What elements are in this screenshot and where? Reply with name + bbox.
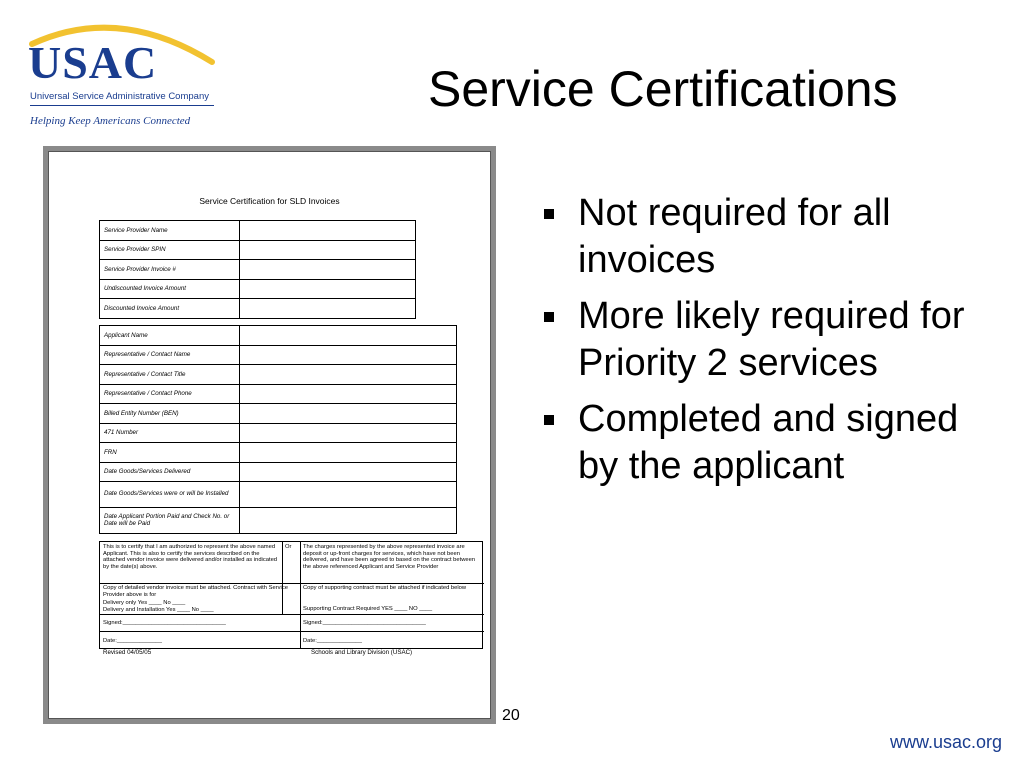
bullet-item xyxy=(540,396,1000,490)
copy-invoice-text: Copy of detailed vendor invoice must be attached. Contract with Service Provider above is for xyxy=(103,585,288,598)
cert-divider xyxy=(300,542,301,649)
form-row-value xyxy=(240,462,457,482)
form-page xyxy=(48,151,491,719)
signed-left-line: Signed:________________________________ xyxy=(103,620,226,626)
cert-divider xyxy=(100,583,484,584)
form-row-label: Date Applicant Portion Paid and Check No. or Date will be Paid xyxy=(100,508,240,534)
form-row-label: Discounted Invoice Amount xyxy=(100,299,240,319)
form-row xyxy=(100,299,416,319)
form-row xyxy=(100,423,457,443)
form-row-label: Service Provider Name xyxy=(100,221,240,241)
cert-left-text: This is to certify that I am authorized to represent the above named Applicant. This is also to certify the services described on the attached vendor invoice were delivered and/or installed as indicated by the date(s) above. xyxy=(103,544,278,570)
form-title: Service Certification for SLD Invoices xyxy=(199,196,340,206)
cert-divider xyxy=(100,614,484,615)
form-row xyxy=(100,221,416,241)
usac-logo xyxy=(24,14,224,127)
revised-date: Revised 04/05/05 xyxy=(103,649,152,656)
form-row xyxy=(100,508,457,534)
form-row-label: Date Goods/Services were or will be Installed xyxy=(100,482,240,508)
form-row xyxy=(100,345,457,365)
bullet-text: Not required for all invoices xyxy=(578,192,891,281)
bullet-list xyxy=(540,190,1000,499)
bullet-item xyxy=(540,293,1000,387)
form-row xyxy=(100,326,457,346)
form-row-label: Service Provider Invoice # xyxy=(100,260,240,280)
form-row-value xyxy=(240,384,457,404)
form-row-value xyxy=(240,345,457,365)
form-row xyxy=(100,462,457,482)
form-row xyxy=(100,404,457,424)
provider-table xyxy=(99,220,416,319)
form-row xyxy=(100,365,457,385)
copy-contract-text: Copy of supporting contract must be attached if indicated below xyxy=(303,585,467,591)
square-bullet-icon xyxy=(544,312,554,322)
footer-url[interactable]: www.usac.org xyxy=(889,732,1002,752)
delivery-only-line: Delivery only Yes ____ No ____ xyxy=(103,600,186,606)
date-right-line: Date:______________ xyxy=(303,638,362,644)
form-row-label: Billed Entity Number (BEN) xyxy=(100,404,240,424)
square-bullet-icon xyxy=(544,415,554,425)
form-row-value xyxy=(240,443,457,463)
form-row-value xyxy=(240,221,416,241)
bullet-text: Completed and signed by the applicant xyxy=(578,398,959,487)
delivery-install-line: Delivery and Installation Yes ____ No ____ xyxy=(103,607,214,613)
division-name: Schools and Library Division (USAC) xyxy=(311,649,413,656)
signed-right-line: Signed:________________________________ xyxy=(303,620,426,626)
date-left-line: Date:______________ xyxy=(103,638,162,644)
form-row-value xyxy=(240,423,457,443)
form-row xyxy=(100,260,416,280)
form-row-label: Date Goods/Services Delivered xyxy=(100,462,240,482)
form-row-label: Representative / Contact Name xyxy=(100,345,240,365)
logo-tagline: Helping Keep Americans Connected xyxy=(30,115,191,127)
form-row-value xyxy=(240,240,416,260)
square-bullet-icon xyxy=(544,209,554,219)
form-row-value xyxy=(240,260,416,280)
form-row xyxy=(100,384,457,404)
form-row-label: 471 Number xyxy=(100,423,240,443)
cert-or-text: Or xyxy=(285,544,292,550)
bullet-item xyxy=(540,190,1000,284)
form-row xyxy=(100,482,457,508)
certification-box xyxy=(99,541,483,649)
form-row xyxy=(100,240,416,260)
page-number: 20 xyxy=(502,707,520,724)
cert-right-text: The charges represented by the above represented invoice are deposit or up-front charges for services, which have not been delivered, and have been agreed to based on the contract between the above referenced Applicant and Service Provider xyxy=(303,544,476,570)
logo-divider xyxy=(30,105,214,106)
form-row-label: FRN xyxy=(100,443,240,463)
cert-divider xyxy=(100,631,484,632)
form-image-frame xyxy=(43,146,496,724)
form-row-label: Representative / Contact Title xyxy=(100,365,240,385)
form-row-value xyxy=(240,299,416,319)
form-row-value xyxy=(240,326,457,346)
bullet-text: More likely required for Priority 2 services xyxy=(578,295,965,384)
slide-title: Service Certifications xyxy=(428,61,898,117)
supporting-contract-line: Supporting Contract Required YES ____ NO ____ xyxy=(303,606,433,612)
form-row-label: Representative / Contact Phone xyxy=(100,384,240,404)
form-row-value xyxy=(240,482,457,508)
form-row-label: Service Provider SPIN xyxy=(100,240,240,260)
form-row-label: Undiscounted Invoice Amount xyxy=(100,279,240,299)
applicant-table xyxy=(99,325,457,534)
form-row xyxy=(100,279,416,299)
form-row-value xyxy=(240,508,457,534)
form-row-label: Applicant Name xyxy=(100,326,240,346)
form-row xyxy=(100,443,457,463)
form-row-value xyxy=(240,279,416,299)
logo-company-name: Universal Service Administrative Company xyxy=(30,91,209,102)
form-row-value xyxy=(240,404,457,424)
logo-wordmark: USAC xyxy=(28,37,158,88)
form-row-value xyxy=(240,365,457,385)
